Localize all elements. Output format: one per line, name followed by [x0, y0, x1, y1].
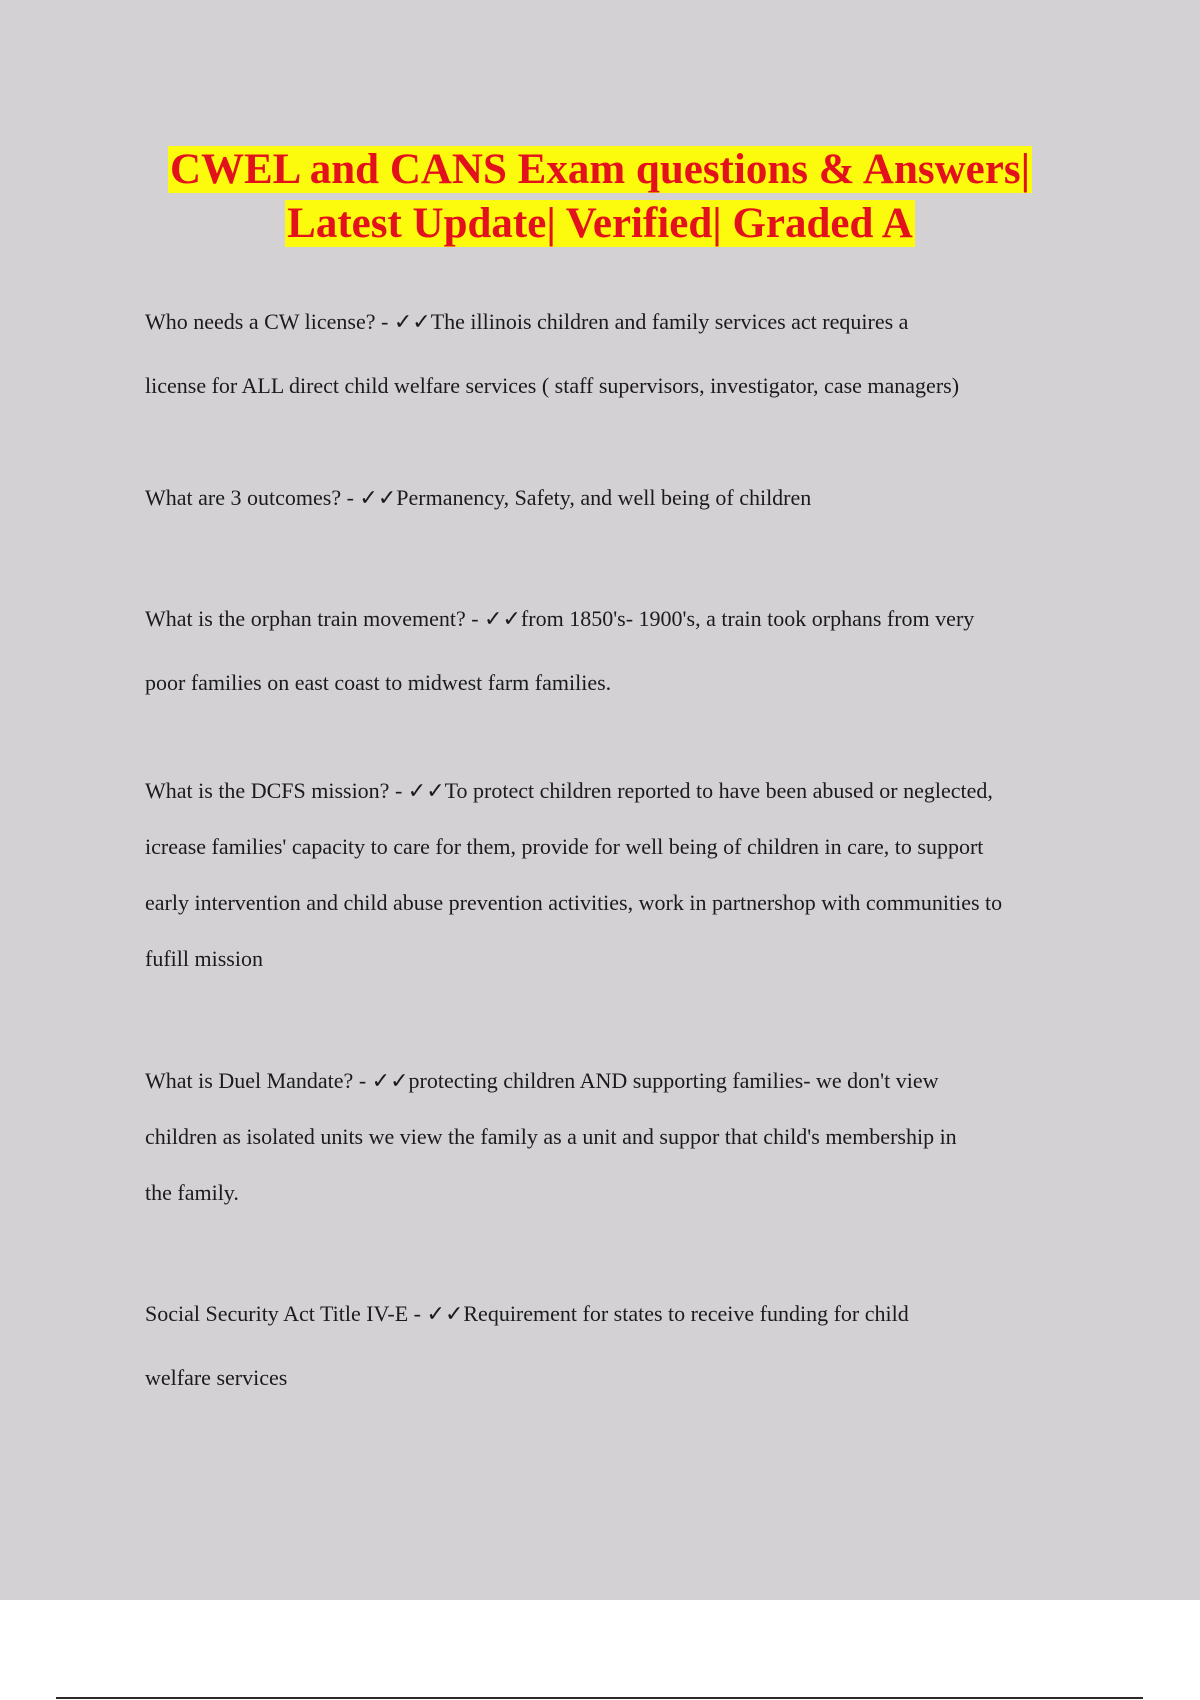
qa-duel-mandate: [145, 1053, 1105, 1221]
qa-line: poor families on east coast to midwest farm families.: [145, 670, 612, 695]
qa-line: children as isolated units we view the family as a unit and suppor that child's membership in: [145, 1124, 957, 1149]
qa-line: the family.: [145, 1180, 239, 1205]
qa-line: welfare services: [145, 1365, 288, 1390]
qa-line: icrease families' capacity to care for them, provide for well being of children in care, to support: [145, 834, 984, 859]
qa-line: What is Duel Mandate? - ✓✓protecting children AND supporting families- we don't view: [145, 1068, 939, 1093]
qa-line: What are 3 outcomes? - ✓✓Permanency, Safety, and well being of children: [145, 485, 812, 510]
qa-line: early intervention and child abuse prevention activities, work in partnershop with communities to: [145, 890, 1003, 915]
qa-line: Social Security Act Title IV-E - ✓✓Requirement for states to receive funding for child: [145, 1301, 909, 1326]
qa-outcomes: [145, 466, 1105, 530]
title-line-1: CWEL and CANS Exam questions & Answers|: [169, 146, 1031, 193]
qa-cw-license: [145, 290, 1105, 418]
page-footer-area: [0, 1600, 1200, 1700]
qa-line: What is the orphan train movement? - ✓✓from 1850's- 1900's, a train took orphans from very: [145, 606, 975, 631]
qa-line: fufill mission: [145, 946, 263, 971]
qa-line: What is the DCFS mission? - ✓✓To protect children reported to have been abused or neglected,: [145, 778, 993, 803]
document-title: [0, 143, 1200, 251]
qa-dcfs-mission: [145, 763, 1105, 987]
title-line-2: Latest Update| Verified| Graded A: [287, 200, 913, 247]
qa-orphan-train: [145, 587, 1105, 715]
footer-divider: [56, 1697, 1143, 1699]
qa-title-iv-e: [145, 1282, 1105, 1410]
qa-line: license for ALL direct child welfare services ( staff supervisors, investigator, case managers): [145, 373, 960, 398]
qa-line: Who needs a CW license? - ✓✓The illinois children and family services act requires a: [145, 309, 909, 334]
